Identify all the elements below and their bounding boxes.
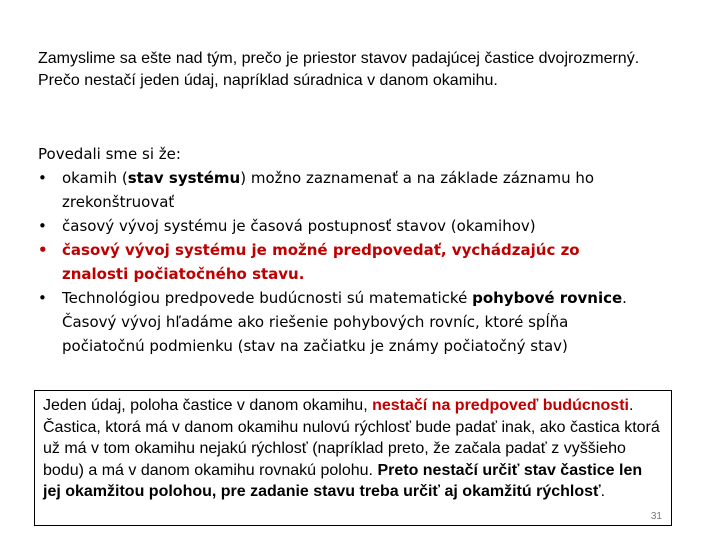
item-text: . Časový vývoj hľadáme ako riešenie pohybových rovníc, ktoré spĺňa počiatočnú podmienku (stav na začiatku je známy počiatočný stav) <box>62 289 627 355</box>
recap-lead: Povedali sme si že: <box>38 145 181 163</box>
list-item <box>38 214 638 238</box>
box-text: Jeden údaj, poloha častice v danom okamihu, <box>43 397 373 414</box>
recap-section <box>38 142 638 358</box>
bullet-icon: • <box>38 289 47 307</box>
item-text: Technológiou predpovede budúcnosti sú matematické <box>62 289 473 307</box>
bullet-icon: • <box>38 169 47 187</box>
item-text: časový vývoj systému je časová postupnosť stavov (okamihov) <box>62 217 536 235</box>
list-item <box>38 166 638 214</box>
bullet-icon: • <box>38 217 47 235</box>
explanation-box <box>34 390 672 526</box>
box-paragraph <box>43 395 663 503</box>
bullet-icon: • <box>38 241 48 259</box>
item-emphasis: pohybové rovnice <box>472 289 623 307</box>
box-text: . Častica, ktorá má v danom okamihu nulovú rýchlosť bude padať inak, ako častica ktorá už má v tom okamihu nejakú rýchlosť (napríklad preto, že začala padať z vyššieho bodu) a má v danom okamihu rovnakú polohu. <box>43 397 660 479</box>
page-number: 31 <box>650 511 662 522</box>
box-text: . <box>600 483 606 500</box>
box-conclusion: Preto nestačí určiť stav častice len jej okamžitou polohou, pre zadanie stavu treba určiť aj okamžitú rýchlosť <box>43 461 643 500</box>
list-item <box>38 286 638 358</box>
item-text: časový vývoj systému je možné predpovedať, vychádzajúc zo znalosti počiatočného stavu. <box>62 241 580 283</box>
recap-list <box>38 166 638 358</box>
list-item-highlighted <box>38 238 638 286</box>
box-highlight: nestačí na predpoveď budúcnosti <box>372 397 629 414</box>
item-emphasis: stav systému <box>127 169 241 187</box>
item-text: okamih ( <box>62 169 128 187</box>
intro-paragraph: Zamyslime sa ešte nad tým, prečo je priestor stavov padajúcej častice dvojrozmerný. Prečo nestačí jeden údaj, napríklad súradnica v danom okamihu. <box>38 50 640 89</box>
item-text: ) možno zaznamenať a na základe záznamu ho zrekonštruovať <box>62 169 595 211</box>
intro-text-block <box>38 48 658 92</box>
